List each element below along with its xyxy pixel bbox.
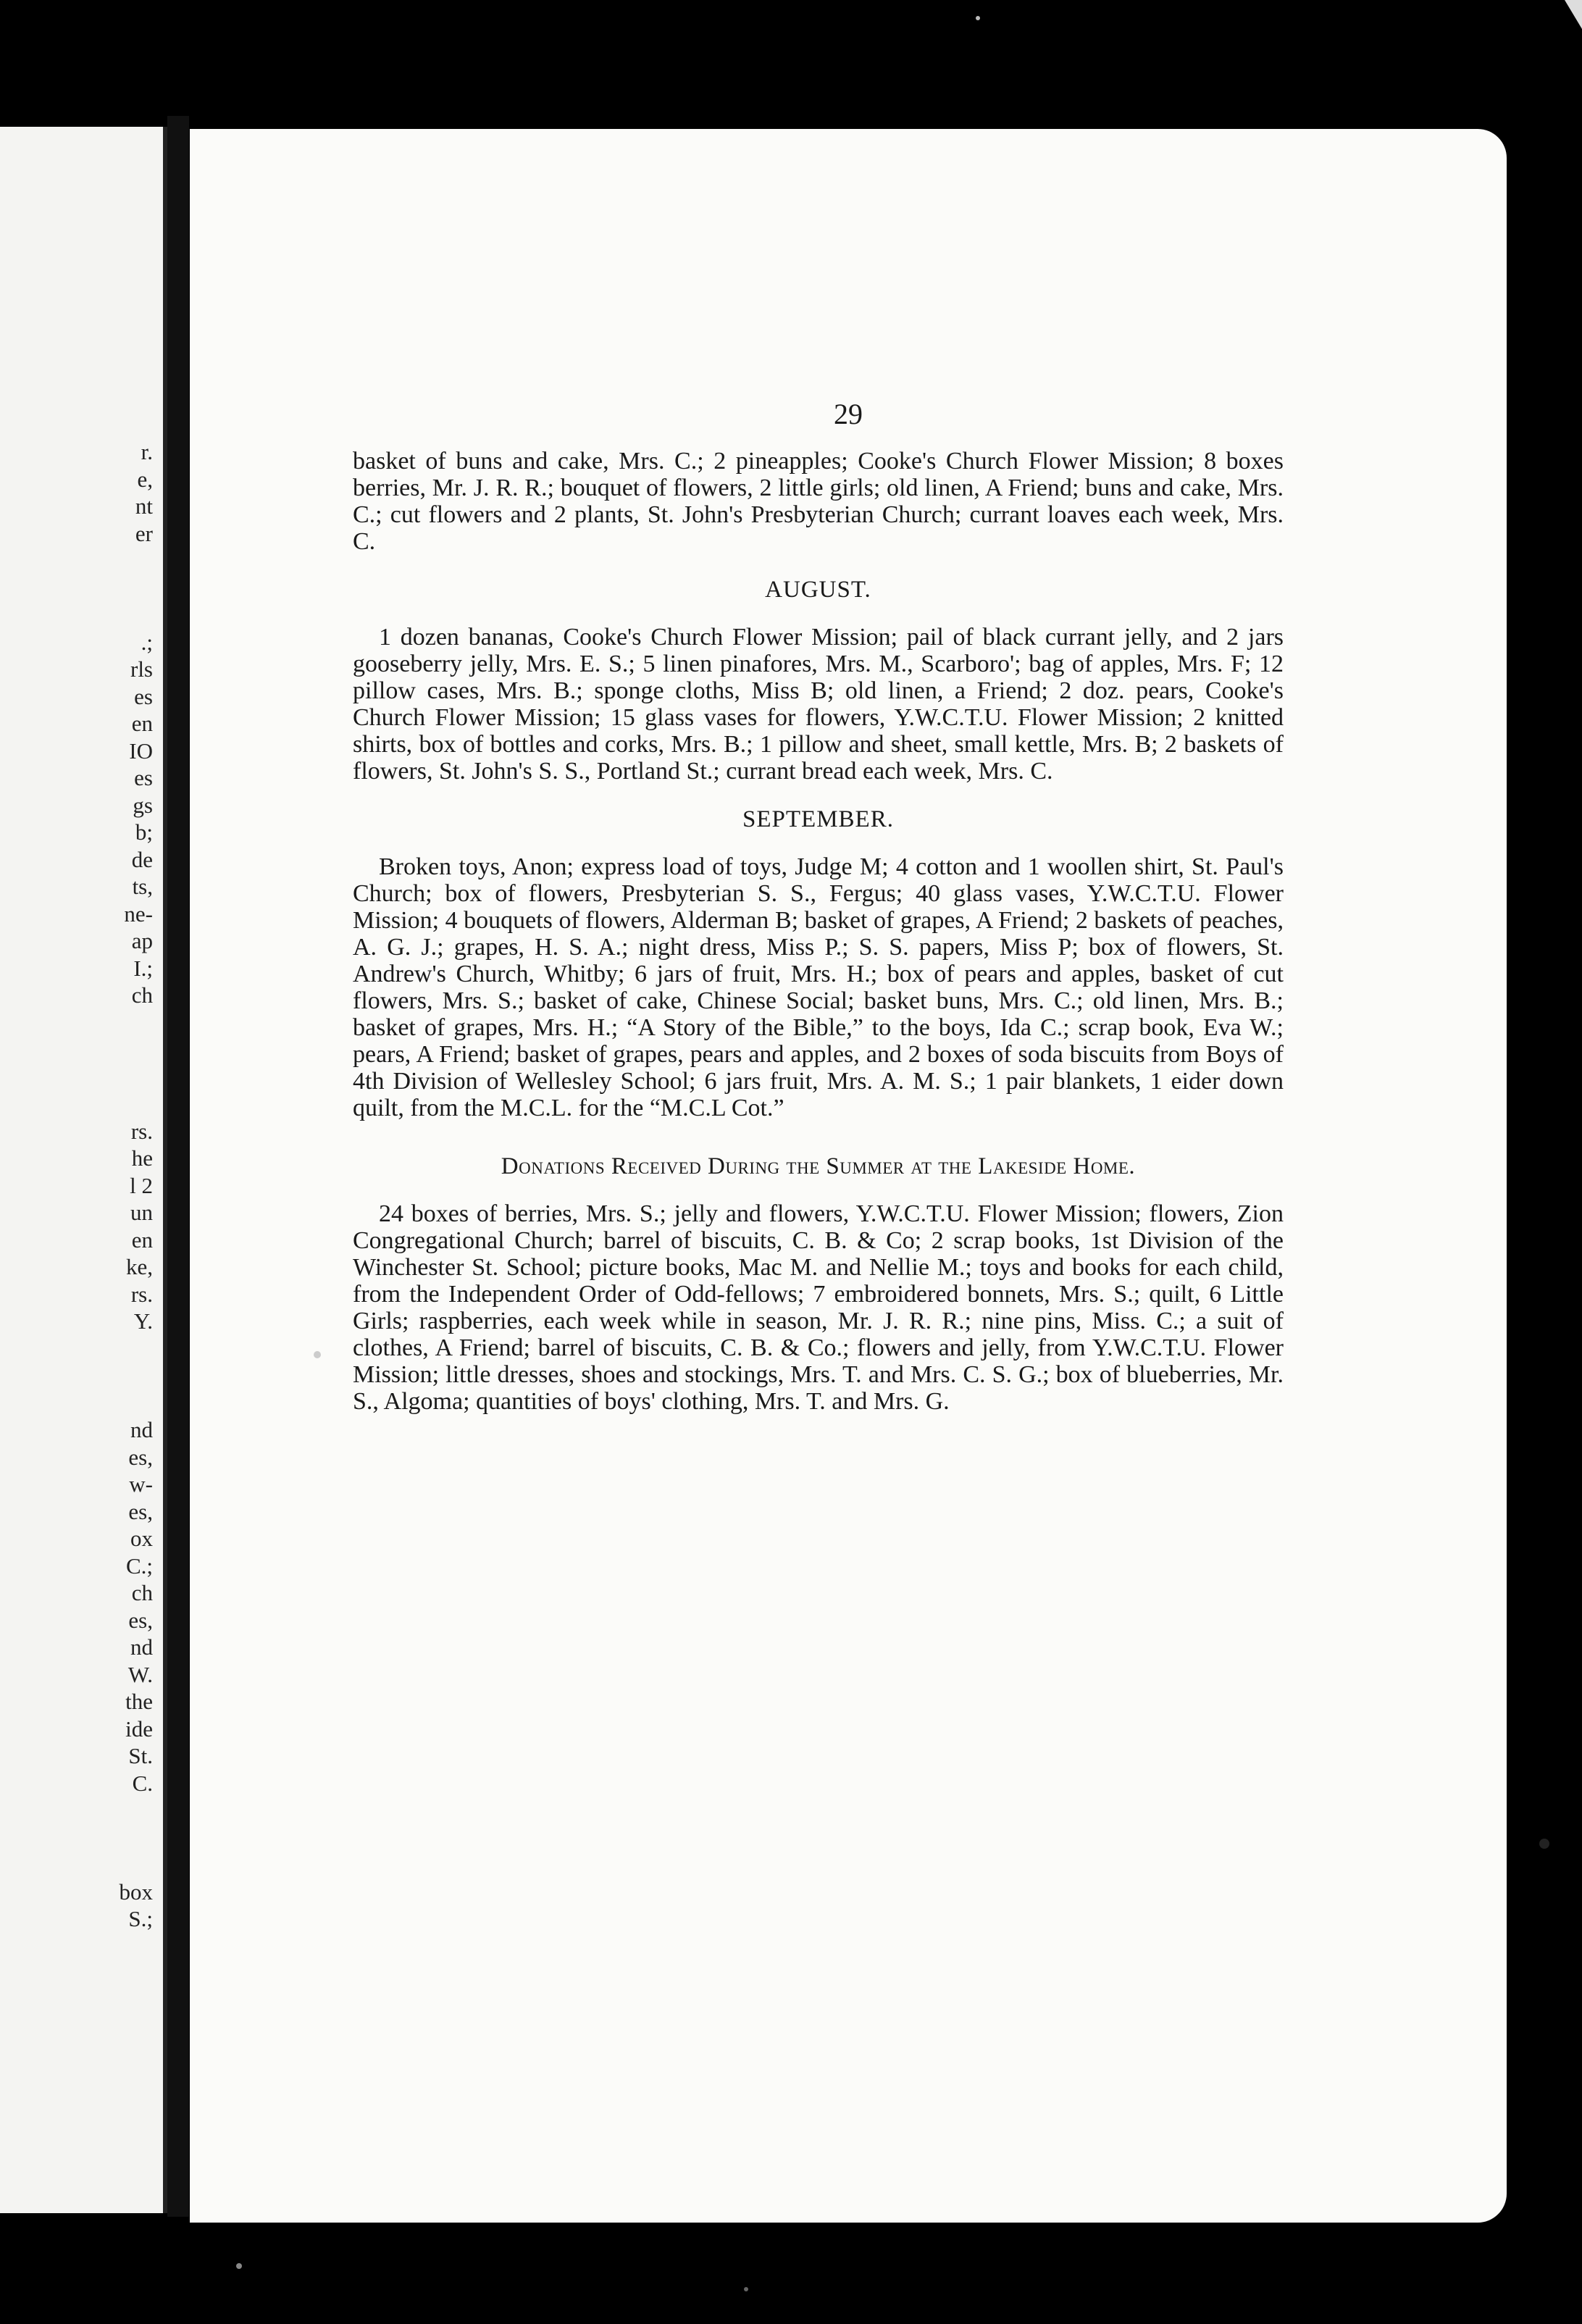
facing-line [66, 1063, 153, 1091]
facing-line: e, [137, 466, 153, 492]
facing-line [66, 1824, 153, 1852]
facing-line: ch [131, 1580, 153, 1605]
facing-line [66, 547, 153, 574]
facing-line [66, 1335, 153, 1363]
facing-line: ts, [132, 874, 153, 899]
facing-line [66, 1090, 153, 1118]
facing-line: Y. [133, 1308, 153, 1334]
facing-line [66, 1362, 153, 1389]
dust-speck [976, 16, 980, 20]
facing-line: ch [131, 982, 153, 1008]
facing-line: r. [141, 439, 153, 464]
intro-paragraph: basket of buns and cake, Mrs. C.; 2 pineapples; Cooke's Church Flower Mission; 8 boxes berries, Mr. J. R. R.; bouquet of flowers, 2 little girls; old linen, A Friend; buns and cake, Mrs. C.; cut flowers and 2 plants, St. John's Presbyterian Church; currant loaves each week, Mrs. C. [353, 448, 1284, 555]
facing-line: rs. [130, 1281, 153, 1307]
facing-line: nd [130, 1634, 153, 1660]
facing-line: b; [135, 819, 153, 845]
page-body [353, 448, 1284, 1415]
facing-line: es [134, 765, 153, 790]
facing-line: .; [141, 629, 153, 655]
september-paragraph: Broken toys, Anon; express load of toys, Judge M; 4 cotton and 1 woollen shirt, St. Paul's Church; box of flowers, Presbyterian S. S., Fergus; 40 glass vases, Y.W.C.T.U. Flower Mission; 4 bouquets of flowers, Alderman B; basket of grapes, A Friend; 2 baskets of peaches, A. G. J.; grapes, H. S. A.; night dress, Miss P.; S. S. papers, Miss P; box of flowers, St. Andrew's Church, Whitby; 6 jars of fruit, Mrs. H.; box of pears and apples, basket of cut flowers, Mrs. S.; basket of cake, Chinese Social; basket buns, Mrs. C.; old linen, Mrs. B.; basket of grapes, Mrs. H.; “A Story of the Bible,” to the boys, Ida C.; scrap book, Eva W.; pears, A Friend; basket of grapes, pears and apples, and 2 boxes of soda biscuits from Boys of 4th Division of Wellesley School; 6 jars fruit, Mrs. A. M. S.; 1 pair blankets, 1 eider down quilt, from the M.C.L. for the “M.C.L Cot.” [353, 853, 1284, 1121]
book-spine-gutter [167, 116, 189, 2217]
book-page [190, 129, 1507, 2223]
dust-speck [236, 2263, 242, 2269]
facing-line: es, [128, 1607, 153, 1633]
facing-line: C.; [125, 1552, 153, 1579]
facing-line [66, 1009, 153, 1037]
facing-line [66, 1851, 153, 1878]
facing-line: ox [130, 1526, 153, 1551]
page-number: 29 [834, 398, 863, 430]
facing-line: ke, [125, 1254, 153, 1279]
facing-line: he [131, 1145, 153, 1171]
facing-line: I.; [133, 955, 153, 981]
facing-line: rs. [130, 1118, 153, 1144]
facing-line: rls [130, 656, 153, 682]
facing-line [66, 1036, 153, 1063]
facing-line: er [135, 520, 153, 546]
facing-line: ne- [124, 900, 153, 927]
august-paragraph: 1 dozen bananas, Cooke's Church Flower Mission; pail of black currant jelly, and 2 jars gooseberry jelly, Mrs. E. S.; 5 linen pinafores, Mrs. M., Scarboro'; bag of apples, Mrs. F; 12 pillow cases, Mrs. B.; sponge cloths, Miss B; old linen, a Friend; 2 doz. pears, Cooke's Church Flower Mission; 15 glass vases for flowers, Y.W.C.T.U. Flower Mission; 2 knitted shirts, box of bottles and corks, Mrs. B.; 1 pillow and sheet, small kettle, Mrs. B; 2 baskets of flowers, St. John's S. S., Portland St.; currant bread each week, Mrs. C. [353, 624, 1284, 785]
facing-line: l 2 [130, 1172, 153, 1198]
facing-line: nd [130, 1417, 153, 1442]
facing-page-edge [0, 127, 167, 2213]
lakeside-heading: Donations Received During the Summer at the Lakeside Home. [501, 1153, 1136, 1179]
facing-line [66, 574, 153, 602]
facing-line: es [134, 683, 153, 709]
facing-line: en [131, 711, 153, 736]
facing-line: box [119, 1878, 153, 1905]
august-heading: AUGUST. [765, 577, 871, 603]
facing-line: ap [131, 928, 153, 953]
facing-line: nt [135, 493, 153, 519]
dust-speck [744, 2287, 748, 2291]
facing-line: en [131, 1226, 153, 1253]
facing-line [66, 601, 153, 629]
corner-artifact [1565, 0, 1582, 29]
facing-line: the [125, 1689, 153, 1714]
facing-line: gs [133, 792, 153, 818]
facing-line: un [130, 1200, 153, 1225]
facing-page-text-fragments [66, 438, 153, 1933]
facing-line: IO [129, 737, 153, 764]
facing-line [66, 1389, 153, 1417]
facing-line: C. [132, 1770, 153, 1796]
facing-line [66, 1797, 153, 1824]
september-heading: SEPTEMBER. [742, 806, 894, 832]
facing-line: S.; [128, 1906, 153, 1931]
facing-line: w- [129, 1471, 153, 1497]
facing-line: es, [128, 1498, 153, 1524]
facing-line: W. [127, 1661, 153, 1687]
facing-line: de [131, 846, 153, 872]
facing-line: es, [128, 1444, 153, 1470]
dust-speck [1539, 1839, 1549, 1849]
facing-line: St. [128, 1743, 153, 1768]
lakeside-paragraph: 24 boxes of berries, Mrs. S.; jelly and flowers, Y.W.C.T.U. Flower Mission; flowers, Zion Congregational Church; barrel of biscuits, C. B. & Co; 2 scrap books, 1st Division of the Winchester St. School; picture books, Mac M. and Nellie M.; toys and books for each child, from the Independent Order of Odd-fellows; 7 embroidered bonnets, Mrs. S.; quilt, 6 Little Girls; raspberries, each week while in season, Mr. J. R. R.; nine pins, Miss. C.; a suit of clothes, A Friend; barrel of biscuits, C. B. & Co.; flowers and jelly, from Y.W.C.T.U. Flower Mission; little dresses, shoes and stockings, Mrs. T. and Mrs. C. S. G.; box of blueberries, Mr. S., Algoma; quantities of boys' clothing, Mrs. T. and Mrs. G. [353, 1200, 1284, 1415]
facing-line: ide [125, 1715, 153, 1742]
